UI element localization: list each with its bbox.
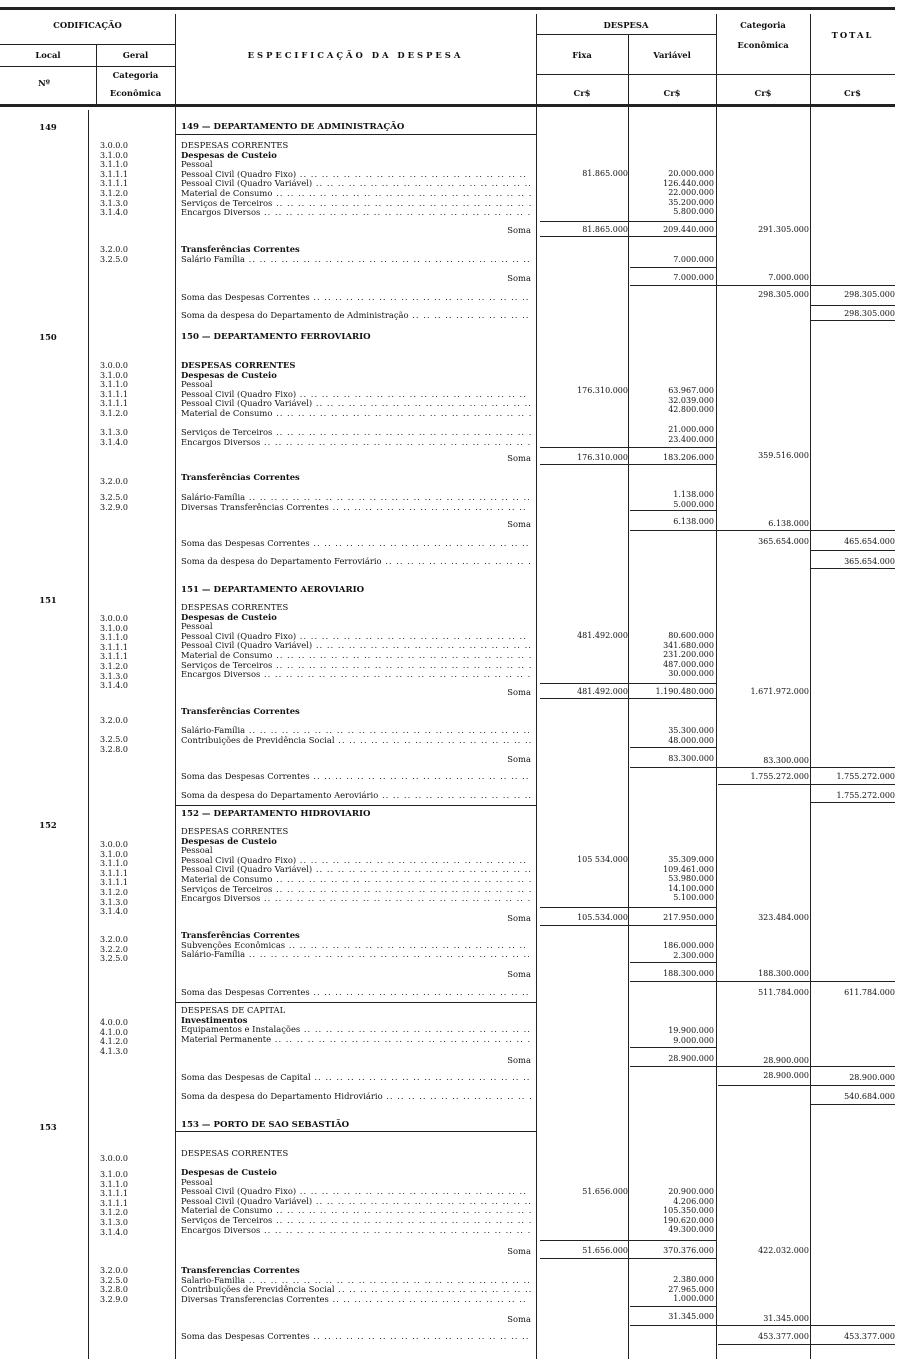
- var-values: 20.900.000 4.206.000 105.350.000 190.620.000 49.300.000: [663, 1187, 714, 1235]
- item-list: DESPESAS DE CAPITAL Investimentos Equipamentos e Instalações .. .. Material Permanente .. ..: [181, 1006, 531, 1044]
- sum-rule: [630, 1325, 895, 1326]
- soma-fixa: 81.865.000: [582, 225, 628, 234]
- soma-cat: 31.345.000: [763, 1314, 809, 1323]
- col-divider: [716, 14, 717, 1359]
- section-rule: [175, 805, 536, 806]
- sum-line: Soma da despesa do Departamento Hidroviário .. ..: [181, 1092, 531, 1102]
- var-values: 35.309.000 109.461.000 53.980.000 14.100.000 5.100.000: [663, 855, 714, 903]
- section-number: 153: [39, 1122, 57, 1132]
- sdc-cat: 453.377.000: [758, 1332, 809, 1341]
- soma-cat: 6.138.000: [768, 519, 809, 528]
- sum-rule: [718, 1344, 895, 1345]
- sum-rule: [630, 767, 895, 768]
- soma-var: 1.190.480.000: [655, 687, 714, 696]
- code-list: 3.0.0.0 3.1.0.0 3.1.1.0 3.1.1.1 3.1.1.1 3.1.2.0 3.1.3.0 3.1.4.0: [100, 614, 128, 691]
- var-values: 20.000.000 126.440.000 22.000.000 35.200.000 5.800.000: [663, 169, 714, 217]
- sum-rule: [718, 784, 895, 785]
- var-values: 21.000.000 23.400.000: [668, 425, 714, 444]
- hdr-currency: Cr$: [663, 88, 681, 98]
- hdr-rule: [0, 44, 175, 45]
- soma-fixa: 176.310.000: [577, 453, 628, 462]
- soma-cat: 422.032.000: [758, 1246, 809, 1255]
- soma-var: 370.376.000: [663, 1246, 714, 1255]
- item-list: Transferências Correntes Subvenções Econômicas .. .. Salário-Família .. ..: [181, 931, 531, 960]
- sdc-cat: 298.305.000: [758, 290, 809, 299]
- top-rule: [0, 7, 895, 10]
- sum-rule: [540, 907, 716, 908]
- sdd-total: 365.654.000: [844, 557, 895, 566]
- sum-rule: [630, 1066, 895, 1067]
- sum-rule: [810, 550, 895, 551]
- code-list: 3.2.0.0: [100, 477, 128, 486]
- sum-rule: [540, 447, 716, 448]
- sum-rule: [630, 747, 716, 748]
- soma-label: Soma: [507, 519, 531, 529]
- var-values: 2.380.000 27.965.000 1.000.000: [668, 1275, 714, 1304]
- soma-label: Soma: [507, 273, 531, 283]
- sdc-total: 1.755.272.000: [836, 772, 895, 781]
- section-number: 149: [39, 122, 57, 132]
- sum-rule: [810, 568, 895, 569]
- sum-line: Soma das Despesas Correntes .. ..: [181, 772, 531, 782]
- soma-cat: 323.484.000: [758, 913, 809, 922]
- sdk-cat: 28.900.000: [763, 1071, 809, 1080]
- hdr-categoria: Categoria: [112, 70, 159, 80]
- section-title: 150 — DEPARTAMENTO FERROVIARIO: [181, 332, 371, 342]
- soma-label: Soma: [507, 754, 531, 764]
- hdr-economica: Econômica: [109, 88, 162, 98]
- col-divider: [536, 14, 537, 1359]
- soma-cat: 1.671.972.000: [750, 687, 809, 696]
- hdr-rule: [536, 34, 716, 35]
- code-list: 3.2.5.0 3.2.9.0: [100, 493, 128, 512]
- section-title: 153 — PORTO DE SAO SEBASTIÃO: [181, 1120, 350, 1130]
- item-list: Despesas de Custeio Pessoal Pessoal Civil (Quadro Fixo) .. .. Pessoal Civil (Quadro Variável) .. .. Material de Consumo .. .. Serviços de Terceiros .. .. Encargos Diversos .. ..: [181, 1168, 531, 1235]
- transfer-heading: Transferências Correntes: [181, 707, 300, 716]
- soma-var: 6.138.000: [673, 517, 714, 526]
- sum-line: Soma das Despesas de Capital .. ..: [181, 1073, 531, 1083]
- sum-rule: [810, 320, 895, 321]
- code-list: 3.2.0.0 3.2.5.0 3.2.8.0 3.2.9.0: [100, 1266, 128, 1304]
- sum-rule: [540, 464, 716, 465]
- item-heading: DESPESAS CORRENTES: [181, 1149, 289, 1158]
- var-values: 80.600.000 341.680.000 231.200.000 487.000.000 30.000.000: [663, 631, 714, 679]
- hdr-local: Local: [35, 50, 61, 60]
- sum-rule: [630, 962, 716, 963]
- var-values: 19.900.000 9.000.000: [668, 1026, 714, 1045]
- sum-line: Soma da despesa do Departamento de Administração .. ..: [181, 311, 531, 321]
- hdr-codificacao: CODIFICAÇÃO: [53, 20, 122, 30]
- soma-var: 209.440.000: [663, 225, 714, 234]
- code-list: 4.0.0.0 4.1.0.0 4.1.2.0 4.1.3.0: [100, 1018, 128, 1056]
- hdr-rule: [536, 74, 895, 75]
- code-list: 3.2.5.0 3.2.8.0: [100, 735, 128, 754]
- code-list: 3.0.0.0 3.1.0.0 3.1.1.0 3.1.1.1 3.1.1.1 3.1.2.0: [100, 361, 128, 418]
- fixa-value: 176.310.000: [577, 386, 628, 395]
- item-list: Salário-Família .. .. Diversas Transferências Correntes .. ..: [181, 493, 531, 512]
- sum-rule: [630, 510, 716, 511]
- sum-line: Soma das Despesas Correntes .. ..: [181, 1332, 531, 1342]
- hdr-rule: [0, 66, 175, 67]
- code-list: 3.1.3.0 3.1.4.0: [100, 428, 128, 447]
- sdc-cat: 1.755.272.000: [750, 772, 809, 781]
- hdr-geral: Geral: [122, 50, 149, 60]
- soma-cat: 359.516.000: [758, 451, 809, 460]
- sum-rule: [630, 267, 716, 268]
- sum-line: Soma das Despesas Correntes .. ..: [181, 539, 531, 549]
- sdd-total: 1.755.272.000: [836, 791, 895, 800]
- soma-fixa: 481.492.000: [577, 687, 628, 696]
- item-list: Transferencias Correntes Salario-Familia .. .. Contribuições de Previdência Social .. .. Diversas Transferencias Correntes .. ..: [181, 1266, 531, 1304]
- fixa-value: 51.656.000: [582, 1187, 628, 1196]
- code-list: 3.2.0.0: [100, 716, 128, 725]
- soma-cat: 291.305.000: [758, 225, 809, 234]
- sdc-cat: 511.784.000: [758, 988, 809, 997]
- code-list: 3.0.0.0 3.1.0.0 3.1.1.0 3.1.1.1 3.1.1.1 3.1.2.0 3.1.3.0 3.1.4.0: [100, 141, 128, 218]
- var-values: 63.967.000 32.039.000 42.800.000: [668, 386, 714, 415]
- item-list: Salário-Família .. .. Contribuições de Previdência Social .. ..: [181, 726, 531, 745]
- sdk-total: 28.900.000: [849, 1073, 895, 1082]
- sum-rule: [810, 305, 895, 306]
- var-values: 35.300.000 48.000.000: [668, 726, 714, 745]
- soma-label: Soma: [507, 969, 531, 979]
- sum-line: Soma das Despesas Correntes .. ..: [181, 988, 531, 998]
- soma-label: Soma: [507, 687, 531, 697]
- var-values: 7.000.000: [673, 255, 714, 264]
- sum-rule: [630, 285, 895, 286]
- sdc-total: 453.377.000: [844, 1332, 895, 1341]
- section-number: 152: [39, 820, 57, 830]
- sum-rule: [630, 1306, 716, 1307]
- section-title: 149 — DEPARTAMENTO DE ADMINISTRAÇÃO: [181, 122, 405, 132]
- sum-rule: [630, 530, 895, 531]
- hdr-cat-1: Categoria: [740, 20, 786, 30]
- hdr-total: TOTAL: [831, 30, 874, 40]
- sum-rule: [540, 1240, 716, 1241]
- soma-cat: 83.300.000: [763, 756, 809, 765]
- item-list: Transferências Correntes Salário Família .. ..: [181, 245, 531, 264]
- soma-var: 83.300.000: [668, 754, 714, 763]
- hdr-cat-2: Econômica: [737, 40, 789, 50]
- fixa-value: 81.865.000: [582, 169, 628, 178]
- transfer-heading: Transferências Correntes: [181, 473, 300, 482]
- fixa-value: 481.492.000: [577, 631, 628, 640]
- var-values: 1.138.000 5.000.000: [673, 490, 714, 509]
- sum-rule: [630, 1047, 716, 1048]
- sum-rule: [540, 683, 716, 684]
- hdr-bottom-rule: [0, 104, 895, 107]
- item-list: DESPESAS CORRENTES Despesas de Custeio Pessoal Pessoal Civil (Quadro Fixo) .. .. Pessoal Civil (Quadro Variável) .. .. Material de Consumo .. .. Serviços de Terceiros .. .. Encargos Diversos .. ..: [181, 827, 531, 904]
- soma-label: Soma: [507, 453, 531, 463]
- soma-label: Soma: [507, 225, 531, 235]
- soma-cat: 188.300.000: [758, 969, 809, 978]
- sdd-total: 540.684.000: [844, 1092, 895, 1101]
- sdc-total: 465.654.000: [844, 537, 895, 546]
- soma-var: 188.300.000: [663, 969, 714, 978]
- item-list: DESPESAS CORRENTES Despesas de Custeio Pessoal Pessoal Civil (Quadro Fixo) .. .. Pessoal Civil (Quadro Variável) .. .. Material de Consumo .. .. Serviços de Terceiros .. .. Encargos Diversos .. ..: [181, 603, 531, 680]
- item-list: Serviços de Terceiros .. .. Encargos Diversos .. ..: [181, 428, 531, 447]
- hdr-currency: Cr$: [573, 88, 591, 98]
- sum-rule: [630, 981, 895, 982]
- sum-line: Soma da despesa do Departamento Ferroviário .. ..: [181, 557, 531, 567]
- sum-line: Soma da despesa do Departamento Aeroviário .. ..: [181, 791, 531, 801]
- fixa-value: 105 534.000: [577, 855, 628, 864]
- sum-rule: [810, 1104, 895, 1105]
- sum-rule: [540, 925, 716, 926]
- code-list: 3.0.0.0 3.1.0.0 3.1.1.0 3.1.1.1 3.1.1.1 3.1.2.0 3.1.3.0 3.1.4.0: [100, 840, 128, 917]
- section-rule: [175, 134, 536, 135]
- hdr-fixa: Fixa: [572, 50, 592, 60]
- soma-var: 28.900.000: [668, 1054, 714, 1063]
- code-list: 3.0.0.0: [100, 1154, 128, 1163]
- section-title: 152 — DEPARTAMENTO HIDROVIARIO: [181, 809, 371, 819]
- hdr-especificacao: ESPECIFICAÇÃO DA DESPESA: [247, 50, 464, 60]
- col-divider: [88, 110, 89, 1359]
- sdc-total: 611.784.000: [844, 988, 895, 997]
- section-rule: [175, 1131, 536, 1132]
- sum-rule: [540, 1258, 716, 1259]
- section-number: 150: [39, 332, 57, 342]
- sum-rule: [718, 1085, 895, 1086]
- var-values: 186.000.000 2.300.000: [663, 941, 714, 960]
- col-divider: [628, 34, 629, 1359]
- hdr-variavel: Variável: [653, 50, 691, 60]
- sdc-total: 298.305.000: [844, 290, 895, 299]
- hdr-despesa: DESPESA: [603, 20, 649, 30]
- col-divider: [810, 14, 811, 1359]
- soma-fixa: 51.656.000: [582, 1246, 628, 1255]
- code-list: 3.2.0.0 3.2.2.0 3.2.5.0: [100, 935, 128, 964]
- sum-rule: [540, 698, 716, 699]
- soma-fixa: 105.534.000: [577, 913, 628, 922]
- soma-var: 217.950.000: [663, 913, 714, 922]
- section-rule: [175, 1002, 536, 1003]
- section-title: 151 — DEPARTAMENTO AEROVIARIO: [181, 585, 365, 595]
- soma-label: Soma: [507, 913, 531, 923]
- sdd-total: 298.305.000: [844, 309, 895, 318]
- soma-var: 31.345.000: [668, 1312, 714, 1321]
- code-list: 3.1.0.0 3.1.1.0 3.1.1.1 3.1.1.1 3.1.2.0 3.1.3.0 3.1.4.0: [100, 1170, 128, 1237]
- item-list: DESPESAS CORRENTES Despesas de Custeio Pessoal Pessoal Civil (Quadro Fixo) .. .. Pessoal Civil (Quadro Variável) .. .. Material de Consumo .. ..: [181, 361, 531, 419]
- soma-label: Soma: [507, 1246, 531, 1256]
- soma-label: Soma: [507, 1055, 531, 1065]
- code-list: 3.2.0.0 3.2.5.0: [100, 245, 128, 264]
- section-number: 151: [39, 595, 57, 605]
- col-divider: [175, 14, 176, 1359]
- sum-rule: [540, 236, 716, 237]
- sum-line: Soma das Despesas Correntes .. ..: [181, 293, 531, 303]
- soma-label: Soma: [507, 1314, 531, 1324]
- hdr-currency: Cr$: [844, 88, 861, 98]
- hdr-no: Nº: [38, 78, 50, 88]
- soma-var: 183.206.000: [663, 453, 714, 462]
- hdr-currency: Cr$: [754, 88, 772, 98]
- soma-var: 7.000.000: [673, 273, 714, 282]
- sum-rule: [540, 221, 716, 222]
- item-list: DESPESAS CORRENTES Despesas de Custeio Pessoal Pessoal Civil (Quadro Fixo) .. .. Pessoal Civil (Quadro Variável) .. .. Material de Consumo .. .. Serviços de Terceiros .. .. Encargos Diversos .. ..: [181, 141, 531, 218]
- soma-cat: 7.000.000: [768, 273, 809, 282]
- sum-rule: [810, 802, 895, 803]
- soma-cat: 28.900.000: [763, 1056, 809, 1065]
- sdc-cat: 365.654.000: [758, 537, 809, 546]
